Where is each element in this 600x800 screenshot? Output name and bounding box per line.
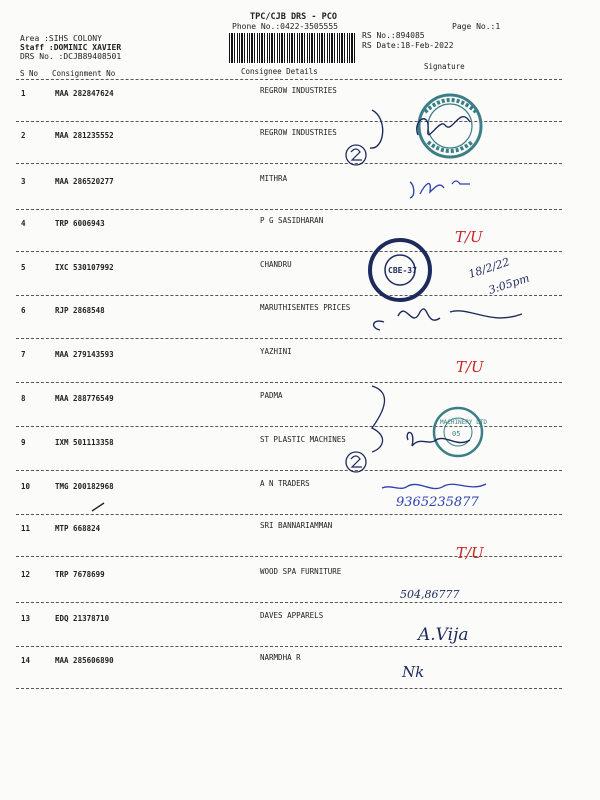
rs-date: RS Date:18-Feb-2022 xyxy=(362,41,454,50)
row-consignee: YAZHINI xyxy=(260,347,292,356)
row-consignee: A N TRADERS xyxy=(260,479,310,488)
row-sno: 1 xyxy=(21,89,26,98)
tu-mark-row7: T/U xyxy=(456,358,484,376)
staff-label: Staff :DOMINIC XAVIER xyxy=(20,43,122,52)
phone-number: Phone No.:0422-3505555 xyxy=(232,22,338,31)
row-consignment-number: TRP 6006943 xyxy=(55,219,105,228)
row-consignee: REGROW INDUSTRIES xyxy=(260,128,337,137)
rs-number: RS No.:894085 xyxy=(362,31,425,40)
row-consignment-number: RJP 2868548 xyxy=(55,306,105,315)
row-consignee: REGROW INDUSTRIES xyxy=(260,86,337,95)
row-consignee: CHANDRU xyxy=(260,260,292,269)
row-consignment-number: MAA 288776549 xyxy=(55,394,114,403)
svg-text:05: 05 xyxy=(452,430,461,438)
row-consignee: WOOD SPA FURNITURE xyxy=(260,567,342,576)
circled-mark-row9 xyxy=(346,452,366,472)
office-title: TPC/CJB DRS - PCO xyxy=(250,12,337,22)
date-stamp-handwritten: 18/2/22 xyxy=(466,255,512,281)
an-traders-phone: 9365235877 xyxy=(396,495,479,510)
pen-mark-row10 xyxy=(92,503,104,511)
mithra-signature xyxy=(410,181,470,198)
row-consignee: MITHRA xyxy=(260,174,288,183)
drs-number: DRS No. :DCJB89408501 xyxy=(20,52,122,61)
row-consignment-number: MAA 281235552 xyxy=(55,131,114,140)
time-stamp-handwritten: 3:05pm xyxy=(486,271,532,297)
row-consignment-number: MAA 282847624 xyxy=(55,89,114,98)
row-consignee: NARMDHA R xyxy=(260,653,301,662)
row-consignee: SRI BANNARIAMMAN xyxy=(260,521,333,530)
column-header-sno: S No xyxy=(20,69,39,78)
row-sno: 11 xyxy=(21,524,31,533)
column-header-consignee: Consignee Details xyxy=(241,67,318,76)
row-sno: 13 xyxy=(21,614,31,623)
row-sno: 3 xyxy=(21,177,26,186)
row-consignment-number: MTP 668824 xyxy=(55,524,101,533)
row-sno: 7 xyxy=(21,350,26,359)
an-traders-signature xyxy=(382,484,486,489)
row-sno: 6 xyxy=(21,306,26,315)
tu-mark-row4: T/U xyxy=(455,228,483,246)
row-consignee: ST PLASTIC MACHINES xyxy=(260,435,346,444)
row-consignee: DAVES APPARELS xyxy=(260,611,324,620)
row-sno: 5 xyxy=(21,263,26,272)
page-number: Page No.:1 xyxy=(452,22,501,31)
row-sno: 2 xyxy=(21,131,26,140)
column-header-consignment: Consignment No xyxy=(52,69,116,78)
daves-signature: A.Vija xyxy=(418,625,469,645)
row-consignee: PADMA xyxy=(260,391,283,400)
row-consignee: P G SASIDHARAN xyxy=(260,216,324,225)
maruthi-signature xyxy=(374,309,522,330)
row-sno: 9 xyxy=(21,438,26,447)
row-consignment-number: EDQ 21378710 xyxy=(55,614,110,623)
row-consignment-number: IXM 501113358 xyxy=(55,438,114,447)
area-label: Area :SIHS COLONY xyxy=(20,34,102,43)
svg-text:CBE-37: CBE-37 xyxy=(388,266,417,275)
wood-spa-phone: 504,86777 xyxy=(400,588,460,601)
st-plastic-stamp xyxy=(434,408,487,456)
row-sno: 4 xyxy=(21,219,26,228)
row-consignment-number: MAA 286520277 xyxy=(55,177,114,186)
row-consignment-number: IXC 530107992 xyxy=(55,263,114,272)
svg-text:MACHINERY LTD: MACHINERY LTD xyxy=(440,419,487,426)
narmdha-signature: Nk xyxy=(402,663,425,681)
row-sno: 10 xyxy=(21,482,31,491)
row-sno: 14 xyxy=(21,656,31,665)
column-header-signature: Signature xyxy=(424,62,465,71)
vignesh-stamp xyxy=(370,240,430,300)
circled-mark-row2 xyxy=(346,145,366,165)
row-consignment-number: MAA 279143593 xyxy=(55,350,114,359)
row-consignment-number: TRP 7678699 xyxy=(55,570,105,579)
padma-signature xyxy=(372,386,385,452)
row-consignment-number: TMG 200182968 xyxy=(55,482,114,491)
row-sno: 8 xyxy=(21,394,26,403)
row-consignee: MARUTHISENTES PRICES xyxy=(260,303,351,312)
row-sno: 12 xyxy=(21,570,31,579)
row-consignment-number: MAA 285606890 xyxy=(55,656,114,665)
tu-mark-row12: T/U xyxy=(456,544,484,562)
